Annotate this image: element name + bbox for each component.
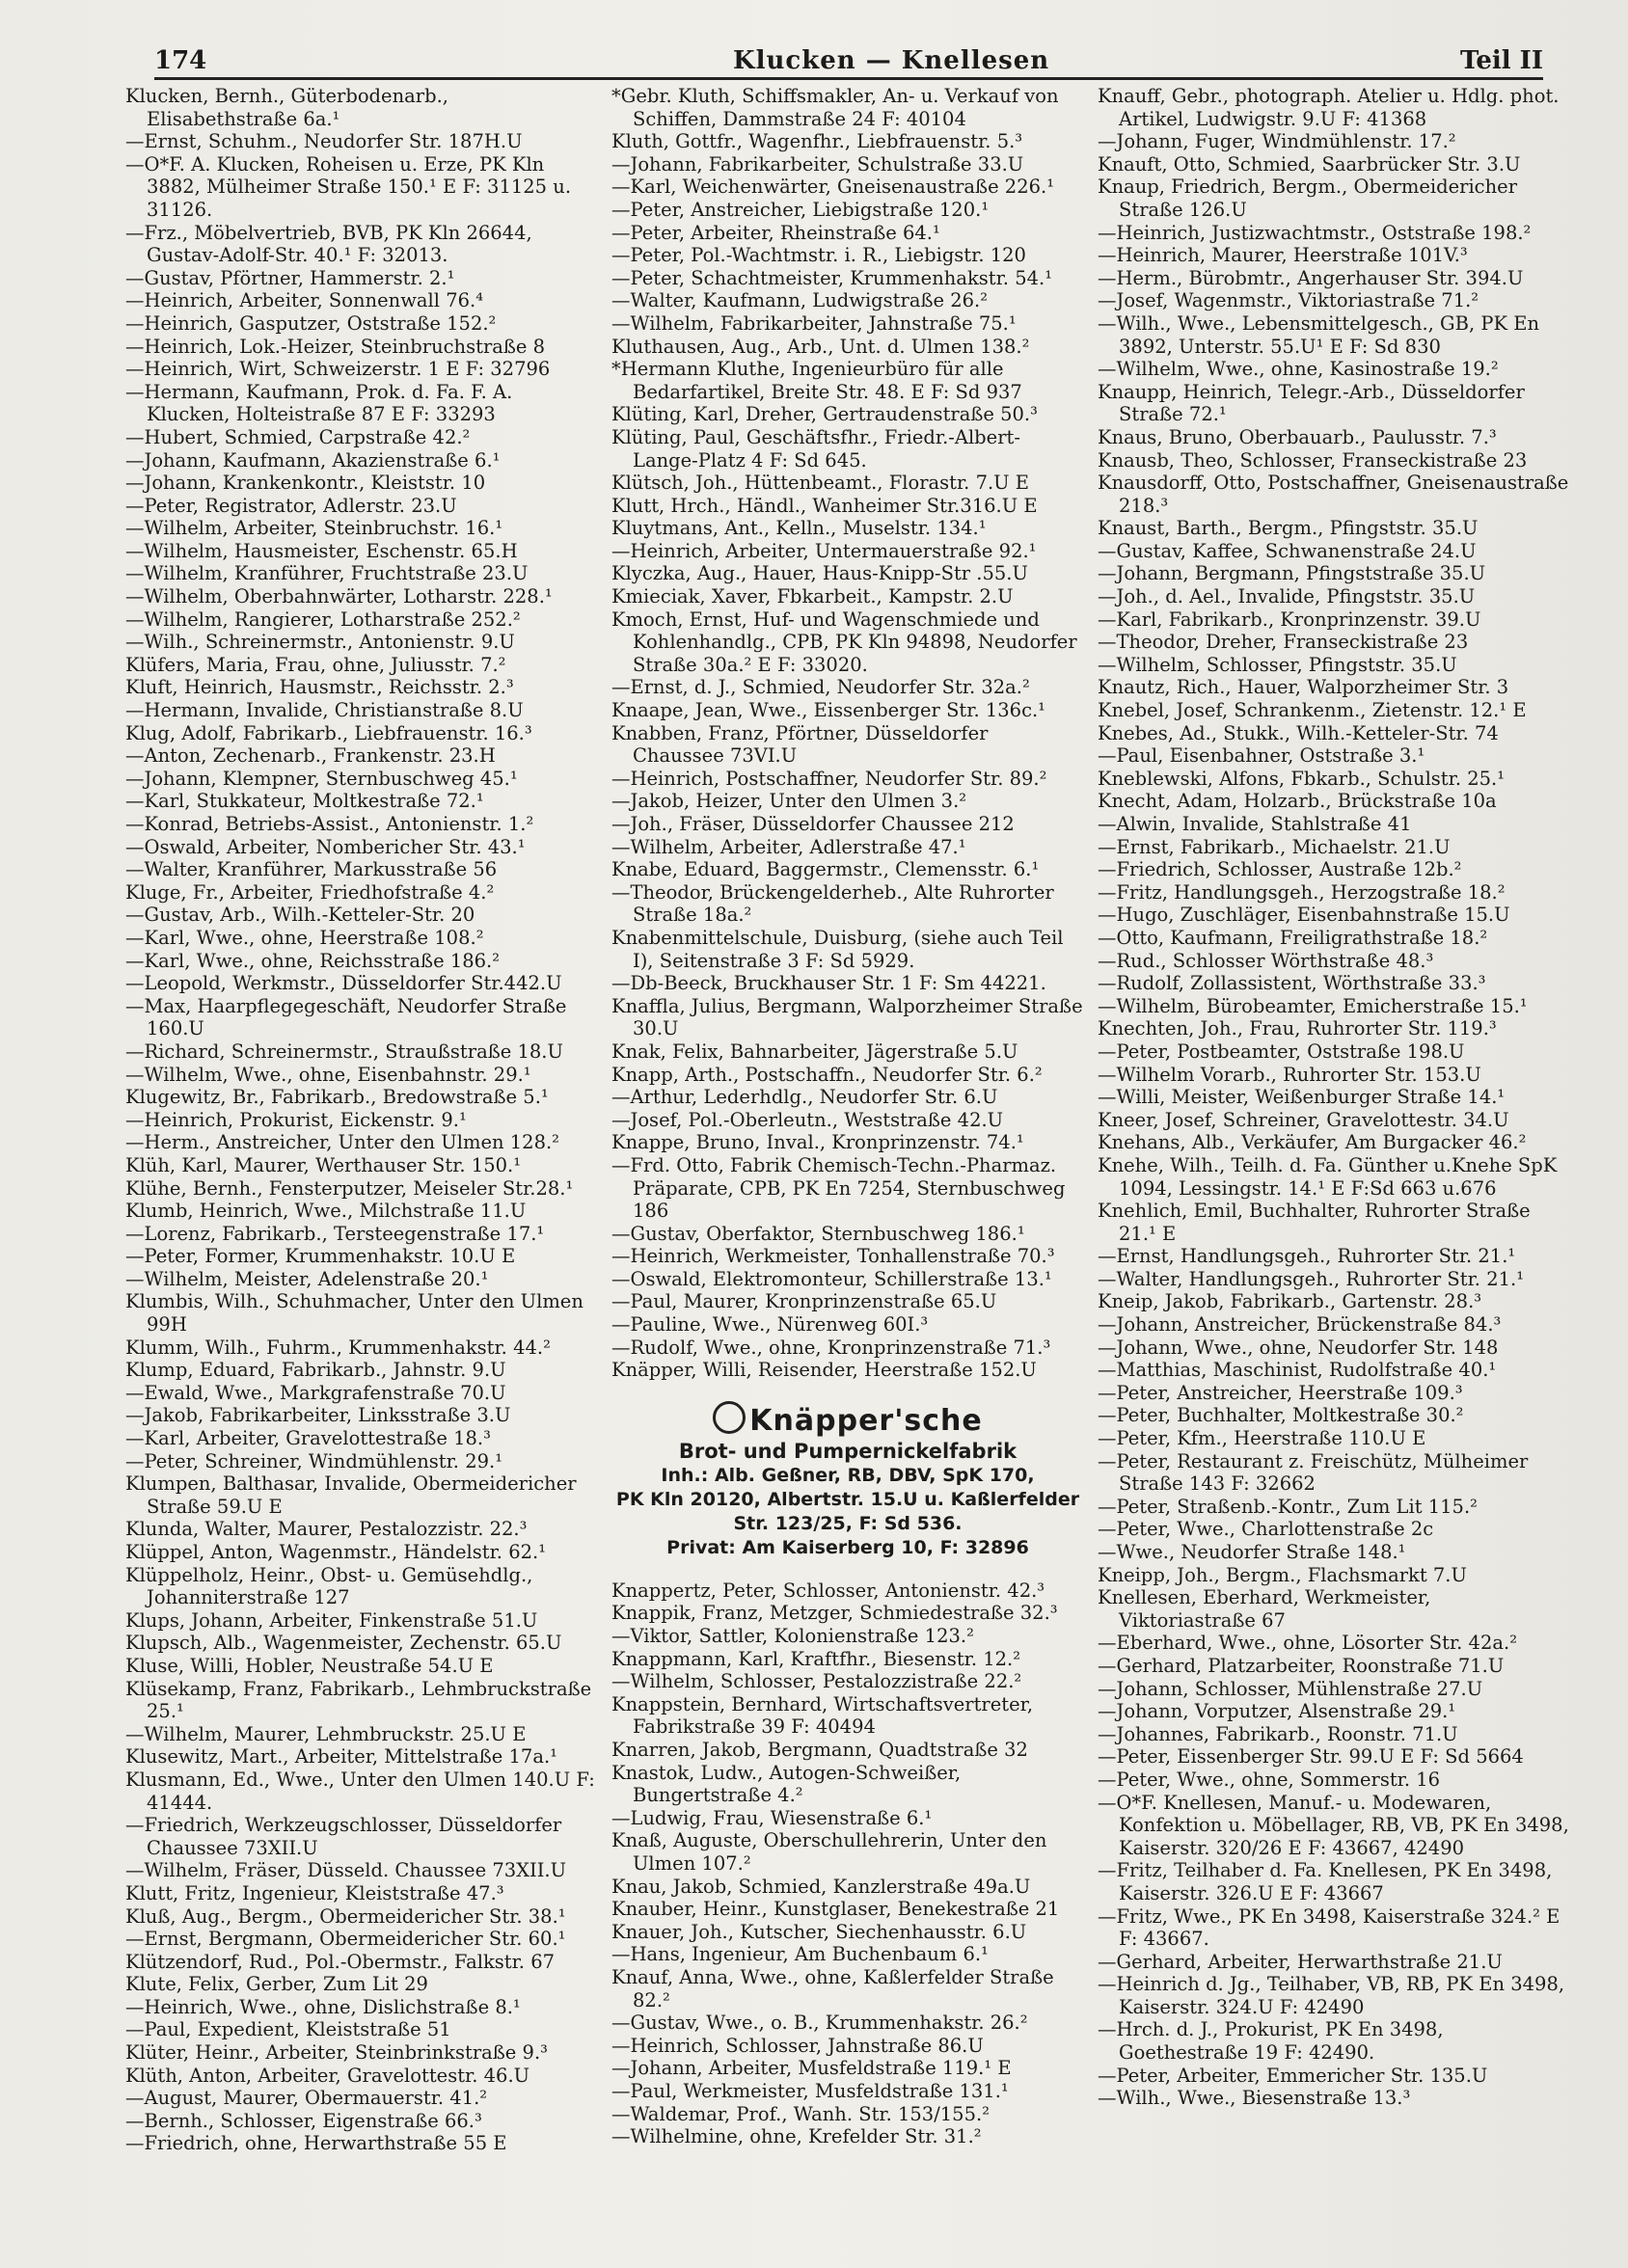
directory-entry: —Heinrich, Werkmeister, Tonhallenstraße 70.³ [611,1245,1055,1268]
directory-entry: —Peter, Straßenb.-Kontr., Zum Lit 115.² [1098,1495,1478,1518]
directory-entry: —Peter, Pol.-Wachtmstr. i. R., Liebigstr. 120 [611,244,1026,267]
directory-entry: —Johann, Fuger, Windmühlenstr. 17.² [1098,130,1456,153]
directory-entry: —Friedrich, Werkzeugschlosser, Düsseldorfer Chaussee 73XII.U [125,1814,568,1859]
directory-entry: —Wilhelm, Fabrikarbeiter, Jahnstraße 75.¹ [611,311,1017,335]
directory-entry: —Rudolf, Zollassistent, Wörthstraße 33.³ [1098,972,1486,995]
directory-entry: Klutt, Hrch., Händl., Wanheimer Str.316.U E [611,494,1038,517]
directory-entry: —Willi, Meister, Weißenburger Straße 14.¹ [1098,1086,1506,1109]
directory-entry: —Hans, Ingenieur, Am Buchenbaum 6.¹ [611,1943,989,1966]
ad-brand-name: Knäpper'sche [749,1403,983,1438]
directory-entry: Knabe, Eduard, Baggermstr., Clemensstr. 6.¹ [611,858,1040,881]
directory-entry: —Wilhelm, Schlosser, Pestalozzistraße 22.² [611,1670,1022,1693]
directory-entry: —Hugo, Zuschläger, Eisenbahnstraße 15.U [1098,904,1510,927]
directory-entry: —Heinrich, Schlosser, Jahnstraße 86.U [611,2034,984,2057]
directory-entry: —Gustav, Wwe., o. B., Krummenhakstr. 26.² [611,2012,1028,2035]
directory-entry: —Hrch. d. J., Prokurist, PK En 3498, Goethestraße 19 F: 42490. [1098,2018,1450,2065]
directory-entry: —Db-Beeck, Bruckhauser Str. 1 F: Sm 44221. [611,972,1046,995]
directory-entry: —Heinrich d. Jg., Teilhaber, VB, RB, PK En 3498, Kaiserstr. 324.U F: 42490 [1098,1973,1571,2018]
directory-entry: —Arthur, Lederhdlg., Neudorfer Str. 6.U [611,1086,998,1109]
directory-entry: —Johann, Bergmann, Pfingststraße 35.U [1098,562,1486,585]
directory-entry: Knebel, Josef, Schrankenm., Zietenstr. 12.¹ E [1098,699,1527,722]
directory-entry: —Theodor, Dreher, Franseckistraße 23 [1098,631,1469,654]
directory-entry: Knappmann, Karl, Kraftfhr., Biesenstr. 12.² [611,1647,1021,1670]
directory-entry: Klüting, Paul, Geschäftsfhr., Friedr.-Albert-Lange-Platz 4 F: Sd 645. [611,425,1020,472]
directory-entry: Klüh, Karl, Maurer, Werthauser Str. 150.¹ [125,1153,522,1176]
directory-entry: —Peter, Buchhalter, Moltkestraße 30.² [1098,1404,1464,1427]
directory-entry: Klühe, Bernh., Fensterputzer, Meiseler Str.28.¹ [125,1176,574,1200]
directory-entry: Knecht, Adam, Holzarb., Brückstraße 10a [1098,790,1497,813]
directory-entry: Klute, Felix, Gerber, Zum Lit 29 [125,1973,428,1996]
directory-entry: —Walter, Handlungsgeh., Ruhrorter Str. 21.¹ [1098,1267,1525,1290]
directory-entry: —Richard, Schreinermstr., Straußstraße 18.U [125,1040,563,1063]
directory-entry: Knastok, Ludw., Autogen-Schweißer, Bungertstraße 4.² [611,1761,967,1807]
directory-entry: —Josef, Wagenmstr., Viktoriastraße 71.² [1098,289,1479,312]
directory-entry: —Wilhelm, Meister, Adelenstraße 20.¹ [125,1267,489,1290]
directory-entry: —Peter, Former, Krummenhakstr. 10.U E [125,1245,516,1268]
directory-entry: —Johann, Krankenkontr., Kleiststr. 10 [125,472,486,495]
directory-entry: —Peter, Arbeiter, Rheinstraße 64.¹ [611,221,940,244]
directory-entry: Knabenmittelschule, Duisburg, (siehe auch Teil I), Seitenstraße 3 F: Sd 5929. [611,926,1070,972]
directory-entry: Knehans, Alb., Verkäufer, Am Burgacker 46.² [1098,1131,1527,1154]
directory-entry: —Heinrich, Gasputzer, Oststraße 152.² [125,311,497,335]
directory-entry: Klutt, Fritz, Ingenieur, Kleiststraße 47.³ [125,1881,504,1904]
directory-entry: Knaust, Barth., Bergm., Pfingststr. 35.U [1098,517,1479,540]
directory-entry: Knaupp, Heinrich, Telegr.-Arb., Düsseldorfer Straße 72.¹ [1098,380,1531,426]
directory-entry: —Wilhelm, Arbeiter, Steinbruchstr. 16.¹ [125,517,503,540]
directory-entry: —Wilhelm, Fräser, Düsseld. Chaussee 73XII.U [125,1859,567,1882]
directory-entry: —Herm., Anstreicher, Unter den Ulmen 128.² [125,1131,559,1154]
directory-entry: —Herm., Bürobmtr., Angerhauser Str. 394.U [1098,266,1524,289]
directory-entry: Klupsch, Alb., Wagenmeister, Zechenstr. 65.U [125,1632,562,1655]
directory-entry: Klyczka, Aug., Hauer, Haus-Knipp-Str .55.U [611,562,1028,585]
directory-entry: —Peter, Schreiner, Windmühlenstr. 29.¹ [125,1449,503,1472]
ad-line: PK Kln 20120, Albertstr. 15.U u. Kaßlerfelder Str. 123/25, F: Sd 536. [615,1488,1080,1534]
directory-entry: —Peter, Registrator, Adlerstr. 23.U [125,494,457,517]
directory-entry: Knappstein, Bernhard, Wirtschaftsvertreter, Fabrikstraße 39 F: 40494 [611,1692,1040,1739]
directory-entry: —Peter, Wwe., ohne, Sommerstr. 16 [1098,1768,1441,1791]
directory-entry: —Johann, Kaufmann, Akazienstraße 6.¹ [125,448,501,472]
directory-entry: Knaus, Bruno, Oberbauarb., Paulusstr. 7.³ [1098,425,1497,448]
directory-entry: —Ernst, Fabrikarb., Michaelstr. 21.U [1098,835,1451,858]
directory-entry: —Gustav, Oberfaktor, Sternbuschweg 186.¹ [611,1222,1025,1245]
directory-entry: Knäpper, Willi, Reisender, Heerstraße 152.U [611,1359,1037,1382]
directory-entry: Knauer, Joh., Kutscher, Siechenhausstr. 6.U [611,1920,1027,1943]
directory-entry: —Wwe., Neudorfer Straße 148.¹ [1098,1541,1406,1563]
directory-entry: Klumbis, Wilh., Schuhmacher, Unter den Ulmen 99H [125,1290,590,1336]
directory-entry: Klüting, Karl, Dreher, Gertraudenstraße 50.³ [611,403,1038,426]
directory-entry: —Oswald, Elektromonteur, Schillerstraße 13.¹ [611,1267,1052,1290]
directory-entry: Kneip, Jakob, Fabrikarb., Gartenstr. 28.³ [1098,1290,1482,1313]
directory-entry: —August, Maurer, Obermauerstr. 41.² [125,2087,488,2110]
directory-entry: Knebes, Ad., Stukk., Wilh.-Ketteler-Str. 74 [1098,721,1499,744]
directory-entry: —Peter, Anstreicher, Liebigstraße 120.¹ [611,198,990,221]
directory-entry: Klüppelholz, Heinr., Obst- u. Gemüsehdlg., Johanniterstraße 127 [125,1563,539,1609]
directory-entry: Knehlich, Emil, Buchhalter, Ruhrorter Straße 21.¹ E [1098,1200,1536,1245]
directory-entry: Knabben, Franz, Pförtner, Düsseldorfer Chaussee 73VI.U [611,721,994,768]
directory-entry: Knapp, Arth., Postschaffn., Neudorfer Str. 6.² [611,1063,1043,1086]
directory-entry: Knausb, Theo, Schlosser, Franseckistraße 23 [1098,448,1528,472]
directory-entry: —Karl, Weichenwärter, Gneisenaustraße 226.¹ [611,176,1055,199]
directory-entry: —Johann, Wwe., ohne, Neudorfer Str. 148 [1098,1336,1499,1359]
directory-entry: Kluge, Fr., Arbeiter, Friedhofstraße 4.² [125,880,495,904]
directory-entry: Knauf, Anna, Wwe., ohne, Kaßlerfelder Straße 82.² [611,1965,1060,2012]
directory-entry: Klusewitz, Mart., Arbeiter, Mittelstraße 17a.¹ [125,1745,557,1768]
directory-entry: Knauff, Gebr., photograph. Atelier u. Hdlg. phot. Artikel, Ludwigstr. 9.U F: 41368 [1098,85,1565,130]
directory-entry: —Gustav, Arb., Wilh.-Ketteler-Str. 20 [125,904,475,927]
directory-entry: —Heinrich, Prokurist, Eickenstr. 9.¹ [125,1108,467,1131]
directory-entry: —Peter, Restaurant z. Freischütz, Mülheimer Straße 143 F: 32662 [1098,1449,1534,1496]
directory-entry: —Peter, Anstreicher, Heerstraße 109.³ [1098,1381,1463,1404]
directory-entry: Kneblewski, Alfons, Fbkarb., Schulstr. 25.¹ [1098,767,1506,790]
directory-entry: —Lorenz, Fabrikarb., Tersteegenstraße 17.¹ [125,1222,545,1245]
logo-icon [713,1401,746,1434]
directory-entry: —O*F. Knellesen, Manuf.- u. Modewaren, Konfektion u. Möbellager, RB, VB, PK En 3498, Kaiserstr. 320/26 E F: 43667, 42490 [1098,1791,1575,1859]
directory-entry: —Paul, Eisenbahner, Oststraße 3.¹ [1098,744,1425,768]
directory-entry: Kluß, Aug., Bergm., Obermeidericher Str. 38.¹ [125,1904,566,1928]
directory-entry: —Konrad, Betriebs-Assist., Antonienstr. 1.² [125,813,534,835]
directory-entry: —Gustav, Pförtner, Hammerstr. 2.¹ [125,266,455,289]
directory-entry: —Wilhelm, Wwe., ohne, Eisenbahnstr. 29.¹ [125,1063,531,1086]
directory-entry: —Ernst, d. J., Schmied, Neudorfer Str. 32a.² [611,676,1030,699]
directory-entry: Klützendorf, Rud., Pol.-Obermstr., Falkstr. 67 [125,1950,556,1973]
directory-entry: Kluytmans, Ant., Kelln., Muselstr. 134.¹ [611,517,987,540]
directory-entry: —Johann, Schlosser, Mühlenstraße 27.U [1098,1677,1483,1700]
directory-entry: —Frd. Otto, Fabrik Chemisch-Techn.-Pharmaz. Präparate, CPB, PK En 7254, Sternbuschweg 186 [611,1153,1072,1223]
directory-entry: Klucken, Bernh., Güterbodenarb., Elisabethstraße 6a.¹ [125,85,455,130]
page-number: 174 [154,46,207,75]
directory-entry: —Pauline, Wwe., Nürenweg 60I.³ [611,1313,929,1336]
page-header [154,42,1543,80]
directory-entry: Knappe, Bruno, Inval., Kronprinzenstr. 74.¹ [611,1131,1024,1154]
directory-entry: —Ernst, Handlungsgeh., Ruhrorter Str. 21.¹ [1098,1245,1516,1268]
directory-entry: Knappik, Franz, Metzger, Schmiedestraße 32.³ [611,1602,1058,1625]
directory-entry: —Walter, Kranführer, Markusstraße 56 [125,858,498,881]
directory-entry: —Alwin, Invalide, Stahlstraße 41 [1098,813,1412,835]
directory-entry: —Wilhelmine, ohne, Krefelder Str. 31.² [611,2125,982,2148]
directory-entry: —Rudolf, Wwe., ohne, Kronprinzenstraße 71.³ [611,1336,1051,1359]
directory-entry: Knechten, Joh., Frau, Ruhrorter Str. 119.³ [1098,1017,1497,1040]
directory-entry: —Johann, Anstreicher, Brückenstraße 84.³ [1098,1313,1502,1336]
directory-entry: —Max, Haarpflegegeschäft, Neudorfer Straße 160.U [125,994,573,1040]
directory-entry: —Oswald, Arbeiter, Nombericher Str. 43.¹ [125,835,526,858]
directory-entry: —Ernst, Schuhm., Neudorfer Str. 187H.U [125,130,523,153]
directory-entry: Knappertz, Peter, Schlosser, Antonienstr. 42.³ [611,1579,1045,1602]
directory-entry: Klumm, Wilh., Fuhrm., Krummenhakstr. 44.² [125,1336,551,1359]
ad-brand [611,1401,1084,1438]
directory-entry: —Wilh., Wwe., Biesenstraße 13.³ [1098,2087,1411,2110]
directory-entry: —Heinrich, Arbeiter, Sonnenwall 76.⁴ [125,289,484,312]
directory-entry: —Wilhelm, Rangierer, Lotharstraße 252.² [125,608,521,631]
directory-entry: —Eberhard, Wwe., ohne, Lösorter Str. 42a.² [1098,1632,1518,1655]
directory-entry: Klups, Johann, Arbeiter, Finkenstraße 51.U [125,1608,538,1632]
directory-entry: —Joh., d. Ael., Invalide, Pfingststr. 35.U [1098,585,1476,608]
directory-entry: Kluft, Heinrich, Hausmstr., Reichsstr. 2.³ [125,676,514,699]
directory-entry: Knehe, Wilh., Teilh. d. Fa. Günther u.Knehe SpK 1094, Lessingstr. 14.¹ E F:Sd 663 u.676 [1098,1153,1563,1200]
directory-entry: —Wilhelm, Arbeiter, Adlerstraße 47.¹ [611,835,966,858]
directory-entry: —Ewald, Wwe., Markgrafenstraße 70.U [125,1381,506,1404]
ad-line: Privat: Am Kaiserberg 10, F: 32896 [666,1536,1029,1558]
directory-entry: Knaß, Auguste, Oberschullehrerin, Unter den Ulmen 107.² [611,1829,1053,1875]
directory-entry: —Wilhelm, Schlosser, Pfingststr. 35.U [1098,653,1457,676]
directory-entry: —Paul, Expedient, Kleiststraße 51 [125,2018,451,2041]
directory-entry: —Wilhelm, Maurer, Lehmbruckstr. 25.U E [125,1722,527,1745]
directory-entry: Klüfers, Maria, Frau, ohne, Juliusstr. 7.² [125,653,506,676]
directory-entry: Klug, Adolf, Fabrikarb., Liebfrauenstr. 16.³ [125,721,532,744]
directory-entry: —Wilhelm, Hausmeister, Eschenstr. 65.H [125,539,518,562]
column-middle-bottom [611,1580,1084,2148]
directory-entry: —Bernh., Schlosser, Eigenstraße 66.³ [125,2109,482,2132]
directory-entry: Knaffla, Julius, Bergmann, Walporzheimer Straße 30.U [611,994,1089,1040]
directory-entry: —Johann, Vorputzer, Alsenstraße 29.¹ [1098,1700,1456,1723]
directory-entry: —Ernst, Bergmann, Obermeidericher Str. 60.¹ [125,1928,566,1951]
directory-entry: Kluthausen, Aug., Arb., Unt. d. Ulmen 138.² [611,335,1030,358]
directory-entry: Kmoch, Ernst, Huf- und Wagenschmiede und Kohlenhandlg., CPB, PK Kln 94898, Neudorfer Straße 30a.² E F: 33020. [611,608,1083,676]
directory-entry: *Gebr. Kluth, Schiffsmakler, An- u. Verkauf von Schiffen, Dammstraße 24 F: 40104 [611,85,1065,130]
directory-entry: Klumpen, Balthasar, Invalide, Obermeidericher Straße 59.U E [125,1472,583,1518]
ad-tagline: Brot- und Pumpernickelfabrik [678,1439,1018,1463]
directory-entry: Knak, Felix, Bahnarbeiter, Jägerstraße 5.U [611,1040,1018,1063]
directory-entry: —Jakob, Fabrikarbeiter, Linksstraße 3.U [125,1404,511,1427]
directory-entry: —Heinrich, Lok.-Heizer, Steinbruchstraße 8 [125,335,546,358]
directory-entry: —Walter, Kaufmann, Ludwigstraße 26.² [611,289,989,312]
directory-entry: —O*F. A. Klucken, Roheisen u. Erze, PK Kln 3882, Mülheimer Straße 150.¹ E F: 31125 u. 31126. [125,152,578,221]
directory-entry: —Ludwig, Frau, Wiesenstraße 6.¹ [611,1806,933,1829]
directory-entry: —Johann, Arbeiter, Musfeldstraße 119.¹ E [611,2057,1012,2080]
directory-entry: —Heinrich, Wwe., ohne, Dislichstraße 8.¹ [125,1995,521,2018]
directory-entry: Kmieciak, Xaver, Fbkarbeit., Kampstr. 2.U [611,585,1014,608]
directory-entry: Kneipp, Joh., Bergm., Flachsmarkt 7.U [1098,1563,1467,1586]
directory-entry: Klumb, Heinrich, Wwe., Milchstraße 11.U [125,1200,527,1223]
directory-entry: —Josef, Pol.-Oberleutn., Weststraße 42.U [611,1108,1004,1131]
directory-entry: —Karl, Wwe., ohne, Reichsstraße 186.² [125,949,501,972]
page-title: Klucken — Knellesen [733,46,1050,75]
directory-entry: Klump, Eduard, Fabrikarb., Jahnstr. 9.U [125,1359,506,1382]
directory-entry: —Wilh., Schreinermstr., Antonienstr. 9.U [125,631,515,654]
directory-entry: —Matthias, Maschinist, Rudolfstraße 40.¹ [1098,1359,1497,1382]
directory-entry: —Gustav, Kaffee, Schwanenstraße 24.U [1098,539,1477,562]
directory-entry: —Gerhard, Platzarbeiter, Roonstraße 71.U [1098,1654,1505,1677]
directory-entry: —Friedrich, Schlosser, Austraße 12b.² [1098,858,1462,881]
column-middle-top [611,85,1089,1382]
directory-entry: —Hermann, Invalide, Christianstraße 8.U [125,699,524,722]
directory-entry: —Heinrich, Wirt, Schweizerstr. 1 E F: 32796 [125,358,551,381]
directory-entry: —Heinrich, Maurer, Heerstraße 101V.³ [1098,244,1468,267]
directory-entry: —Waldemar, Prof., Wanh. Str. 153/155.² [611,2102,990,2125]
directory-entry: Kneer, Josef, Schreiner, Gravelottestr. 34.U [1098,1108,1509,1131]
directory-entry: —Peter, Wwe., Charlottenstraße 2c [1098,1518,1434,1541]
directory-entry: Klüter, Heinr., Arbeiter, Steinbrinkstraße 9.³ [125,2041,548,2065]
directory-entry: —Paul, Werkmeister, Musfeldstraße 131.¹ [611,2079,1009,2102]
directory-entry: Klütsch, Joh., Hüttenbeamt., Florastr. 7.U E [611,472,1030,495]
ad-line: Inh.: Alb. Geßner, RB, DBV, SpK 170, [661,1464,1035,1486]
directory-entry: —Peter, Kfm., Heerstraße 110.U E [1098,1427,1426,1450]
directory-entry: Knauft, Otto, Schmied, Saarbrücker Str. 3.U [1098,152,1521,176]
directory-entry: Klüppel, Anton, Wagenmstr., Händelstr. 62.¹ [125,1541,547,1563]
directory-entry: —Jakob, Heizer, Unter den Ulmen 3.² [611,790,967,813]
directory-entry: Knaape, Jean, Wwe., Eissenberger Str. 136c.¹ [611,699,1046,722]
directory-entry: Knautz, Rich., Hauer, Walporzheimer Str. 3 [1098,676,1509,699]
directory-entry: Knellesen, Eberhard, Werkmeister, Viktoriastraße 67 [1098,1586,1437,1632]
directory-entry: —Peter, Arbeiter, Emmericher Str. 135.U [1098,2064,1488,2087]
directory-entry: —Anton, Zechenarb., Frankenstr. 23.H [125,744,496,768]
directory-entry: —Karl, Arbeiter, Gravelottestraße 18.³ [125,1427,491,1450]
directory-entry: Klusmann, Ed., Wwe., Unter den Ulmen 140.U F: 41444. [125,1768,601,1814]
directory-entry: —Friedrich, ohne, Herwarthstraße 55 E [125,2132,507,2155]
directory-entry: —Wilhelm, Kranführer, Fruchtstraße 23.U [125,562,529,585]
directory-entry: Knausdorff, Otto, Postschaffner, Gneisenaustraße 218.³ [1098,472,1575,517]
directory-entry: —Paul, Maurer, Kronprinzenstraße 65.U [611,1290,997,1313]
directory-entry: —Peter, Postbeamter, Oststraße 198.U [1098,1040,1465,1063]
column-middle [611,85,1089,2148]
directory-entry: Klüth, Anton, Arbeiter, Gravelottestr. 46.U [125,2064,530,2087]
directory-entry: —Johann, Klempner, Sternbuschweg 45.¹ [125,767,518,790]
page-part: Teil II [1459,46,1543,75]
directory-entry: Kluse, Willi, Hobler, Neustraße 54.U E [125,1654,494,1677]
advertisement [611,1401,1084,1560]
column-right [1098,85,1575,2110]
directory-entry: Knaup, Friedrich, Bergm., Obermeidericher Straße 126.U [1098,176,1524,221]
directory-entry: —Hermann, Kaufmann, Prok. d. Fa. F. A. Klucken, Holteistraße 87 E F: 33293 [125,380,519,426]
directory-entry: —Hubert, Schmied, Carpstraße 42.² [125,425,471,448]
directory-entry: —Joh., Fräser, Düsseldorfer Chaussee 212 [611,813,1015,835]
directory-entry: —Fritz, Teilhaber d. Fa. Knellesen, PK En 3498, Kaiserstr. 326.U E F: 43667 [1098,1859,1559,1904]
directory-entry: *Hermann Kluthe, Ingenieurbüro für alle Bedarfartikel, Breite Str. 48. E F: Sd 937 [611,358,1022,403]
directory-entry: Knauber, Heinr., Kunstglaser, Benekestraße 21 [611,1898,1060,1921]
directory-entry: Klunda, Walter, Maurer, Pestalozzistr. 22.³ [125,1518,528,1541]
directory-entry: —Peter, Schachtmeister, Krummenhakstr. 54.¹ [611,266,1053,289]
directory-entry: Klüsekamp, Franz, Fabrikarb., Lehmbruckstraße 25.¹ [125,1677,598,1723]
directory-entry: —Johannes, Fabrikarb., Roonstr. 71.U [1098,1722,1458,1745]
directory-entry: —Johann, Fabrikarbeiter, Schulstraße 33.U [611,152,1024,176]
directory-entry: —Frz., Möbelvertrieb, BVB, PK Kln 26644, Gustav-Adolf-Str. 40.¹ F: 32013. [125,221,538,267]
column-left [125,85,601,2155]
directory-entry: —Peter, Eissenberger Str. 99.U E F: Sd 5664 [1098,1745,1524,1768]
directory-entry: Klugewitz, Br., Fabrikarb., Bredowstraße 5.¹ [125,1086,549,1109]
directory-entry: —Karl, Stukkateur, Moltkestraße 72.¹ [125,790,484,813]
directory-entry: —Leopold, Werkmstr., Düsseldorfer Str.442.U [125,972,562,995]
directory-entry: —Heinrich, Postschaffner, Neudorfer Str. 89.² [611,767,1047,790]
directory-entry: —Karl, Wwe., ohne, Heerstraße 108.² [125,926,484,949]
directory-entry: —Fritz, Handlungsgeh., Herzogstraße 18.² [1098,880,1506,904]
directory-entry: Knarren, Jakob, Bergmann, Quadtstraße 32 [611,1739,1028,1761]
directory-entry: —Heinrich, Arbeiter, Untermauerstraße 92.¹ [611,539,1037,562]
directory-entry: —Fritz, Wwe., PK En 3498, Kaiserstraße 324.² E F: 43667. [1098,1904,1566,1951]
directory-entry: —Wilhelm, Bürobeamter, Emicherstraße 15.¹ [1098,994,1528,1017]
directory-entry: —Wilhelm, Oberbahnwärter, Lotharstr. 228.¹ [125,585,553,608]
directory-entry: —Wilhelm, Wwe., ohne, Kasinostraße 19.² [1098,358,1499,381]
directory-entry: —Karl, Fabrikarb., Kronprinzenstr. 39.U [1098,608,1481,631]
directory-entry: —Theodor, Brückengelderheb., Alte Ruhrorter Straße 18a.² [611,880,1060,927]
directory-entry: —Wilh., Wwe., Lebensmittelgesch., GB, PK En 3892, Unterstr. 55.U¹ E F: Sd 830 [1098,311,1546,358]
directory-entry: —Otto, Kaufmann, Freiligrathstraße 18.² [1098,926,1488,949]
directory-entry: —Heinrich, Justizwachtmstr., Oststraße 198.² [1098,221,1532,244]
directory-entry: Knau, Jakob, Schmied, Kanzlerstraße 49a.U [611,1875,1031,1898]
directory-entry: —Wilhelm Vorarb., Ruhrorter Str. 153.U [1098,1063,1481,1086]
directory-entry: —Viktor, Sattler, Kolonienstraße 123.² [611,1625,974,1648]
directory-entry: —Rud., Schlosser Wörthstraße 48.³ [1098,949,1434,972]
directory-entry: Kluth, Gottfr., Wagenfhr., Liebfrauenstr. 5.³ [611,130,1023,153]
directory-entry: —Gerhard, Arbeiter, Herwarthstraße 21.U [1098,1950,1503,1973]
